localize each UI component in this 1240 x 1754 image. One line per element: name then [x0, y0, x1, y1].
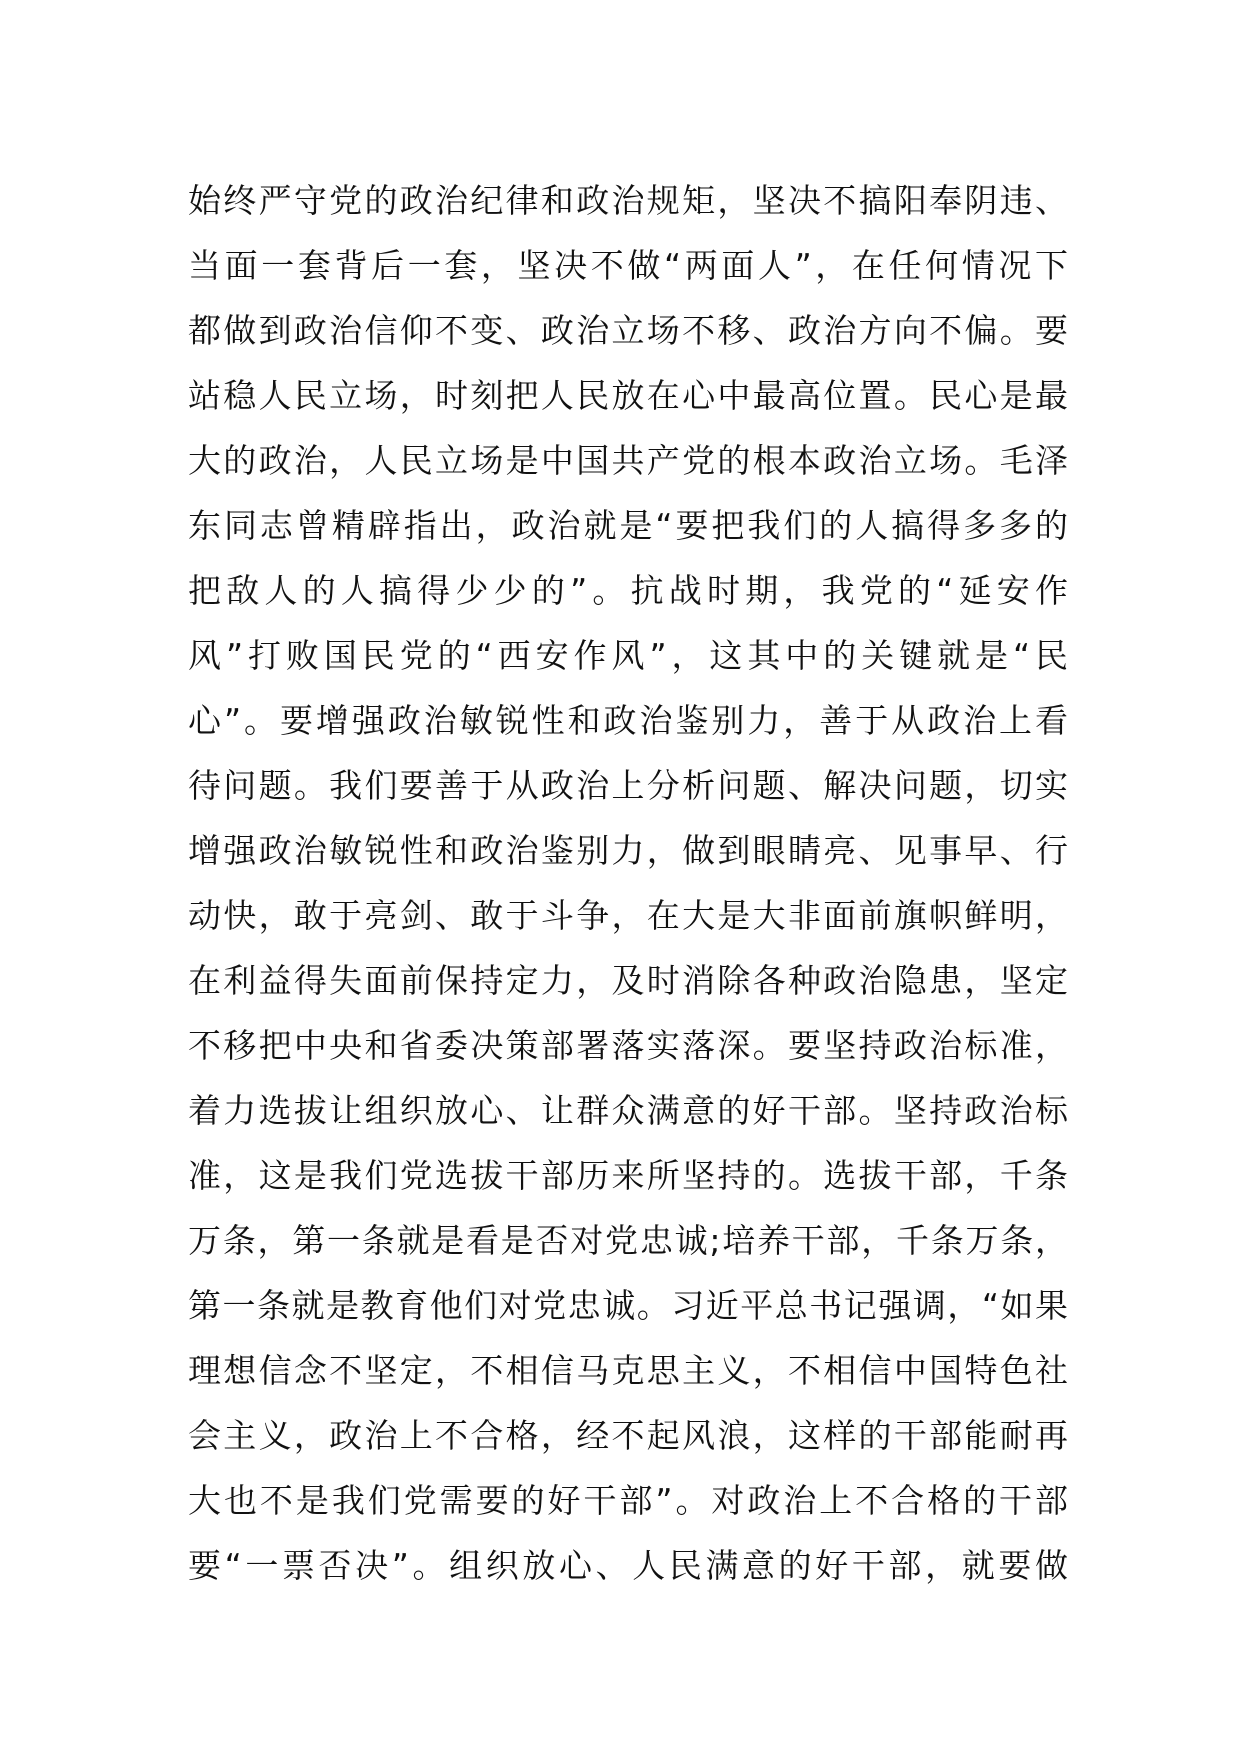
text-line: 会主义，政治上不合格，经不起风浪，这样的干部能耐再 [188, 1416, 1068, 1455]
text-line: 当面一套背后一套，坚决不做“两面人”，在任何情况下 [188, 246, 1068, 285]
text-line: 东同志曾精辟指出，政治就是“要把我们的人搞得多多的 [188, 506, 1068, 545]
text-line: 站稳人民立场，时刻把人民放在心中最高位置。民心是最 [188, 376, 1068, 415]
text-line: 动快，敢于亮剑、敢于斗争，在大是大非面前旗帜鲜明， [188, 896, 1068, 935]
text-line: 把敌人的人搞得少少的”。抗战时期，我党的“延安作 [188, 571, 1068, 610]
text-line: 待问题。我们要善于从政治上分析问题、解决问题，切实 [188, 766, 1068, 805]
text-line: 理想信念不坚定，不相信马克思主义，不相信中国特色社 [188, 1351, 1068, 1390]
text-line: 心”。要增强政治敏锐性和政治鉴别力，善于从政治上看 [188, 701, 1068, 740]
text-line: 增强政治敏锐性和政治鉴别力，做到眼睛亮、见事早、行 [188, 831, 1068, 870]
text-line: 不移把中央和省委决策部署落实落深。要坚持政治标准， [188, 1026, 1068, 1065]
text-line: 要“一票否决”。组织放心、人民满意的好干部，就要做 [188, 1546, 1068, 1585]
text-line: 在利益得失面前保持定力，及时消除各种政治隐患，坚定 [188, 961, 1068, 1000]
text-line: 始终严守党的政治纪律和政治规矩，坚决不搞阳奉阴违、 [188, 181, 1068, 220]
text-line: 准，这是我们党选拔干部历来所坚持的。选拔干部，千条 [188, 1156, 1068, 1195]
text-line: 第一条就是教育他们对党忠诚。习近平总书记强调，“如果 [188, 1286, 1068, 1325]
text-line: 着力选拔让组织放心、让群众满意的好干部。坚持政治标 [188, 1091, 1068, 1130]
body-paragraph [188, 168, 1068, 1598]
text-line: 风”打败国民党的“西安作风”，这其中的关键就是“民 [188, 636, 1068, 675]
text-line: 大也不是我们党需要的好干部”。对政治上不合格的干部 [188, 1481, 1068, 1520]
text-line: 都做到政治信仰不变、政治立场不移、政治方向不偏。要 [188, 311, 1068, 350]
text-line: 大的政治，人民立场是中国共产党的根本政治立场。毛泽 [188, 441, 1068, 480]
text-line: 万条，第一条就是看是否对党忠诚;培养干部，千条万条， [188, 1221, 1068, 1260]
